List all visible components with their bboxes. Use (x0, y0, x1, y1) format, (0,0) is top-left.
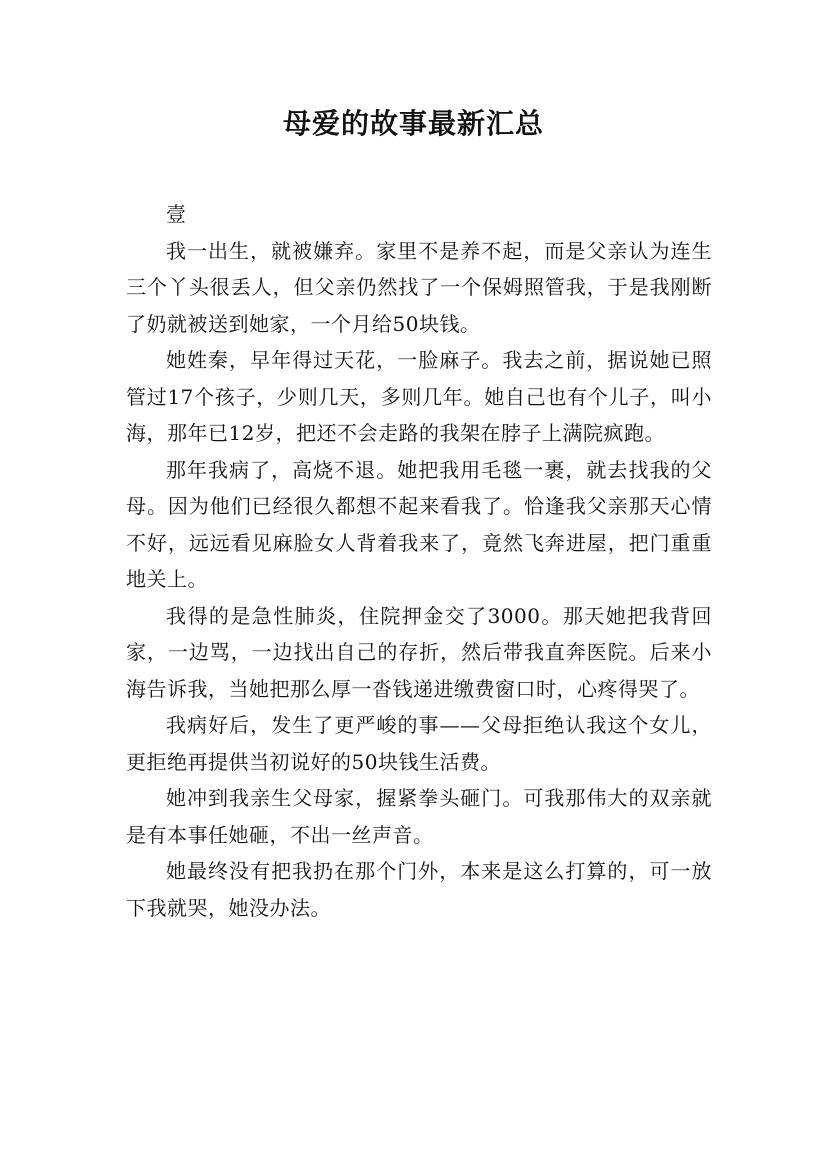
document-body (126, 196, 712, 926)
paragraph: 她冲到我亲生父母家，握紧拳头砸门。可我那伟大的双亲就是有本事任她砸，不出一丝声音。 (126, 786, 712, 847)
paragraph: 我得的是急性肺炎，住院押金交了3000。那天她把我背回家，一边骂，一边找出自己的存折，然后带我直奔医院。后来小海告诉我，当她把那么厚一沓钱递进缴费窗口时，心疼得哭了。 (126, 603, 712, 701)
paragraph: 她最终没有把我扔在那个门外，本来是这么打算的，可一放下我就哭，她没办法。 (126, 859, 712, 920)
document-title: 母爱的故事最新汇总 (282, 107, 544, 140)
paragraph: 那年我病了，高烧不退。她把我用毛毯一裹，就去找我的父母。因为他们已经很久都想不起来看我了。恰逢我父亲那天心情不好，远远看见麻脸女人背着我来了，竟然飞奔进屋，把门重重地关上。 (126, 457, 712, 591)
paragraph: 我一出生，就被嫌弃。家里不是养不起，而是父亲认为连生三个丫头很丢人，但父亲仍然找了一个保姆照管我，于是我刚断了奶就被送到她家，一个月给50块钱。 (126, 238, 712, 336)
section-heading: 壹 (166, 202, 187, 226)
paragraph: 她姓秦，早年得过天花，一脸麻子。我去之前，据说她已照管过17个孩子，少则几天，多则几年。她自己也有个儿子，叫小海，那年已12岁，把还不会走路的我架在脖子上满院疯跑。 (126, 348, 712, 445)
paragraph: 我病好后，发生了更严峻的事——父母拒绝认我这个女儿，更拒绝再提供当初说好的50块钱生活费。 (126, 713, 712, 774)
